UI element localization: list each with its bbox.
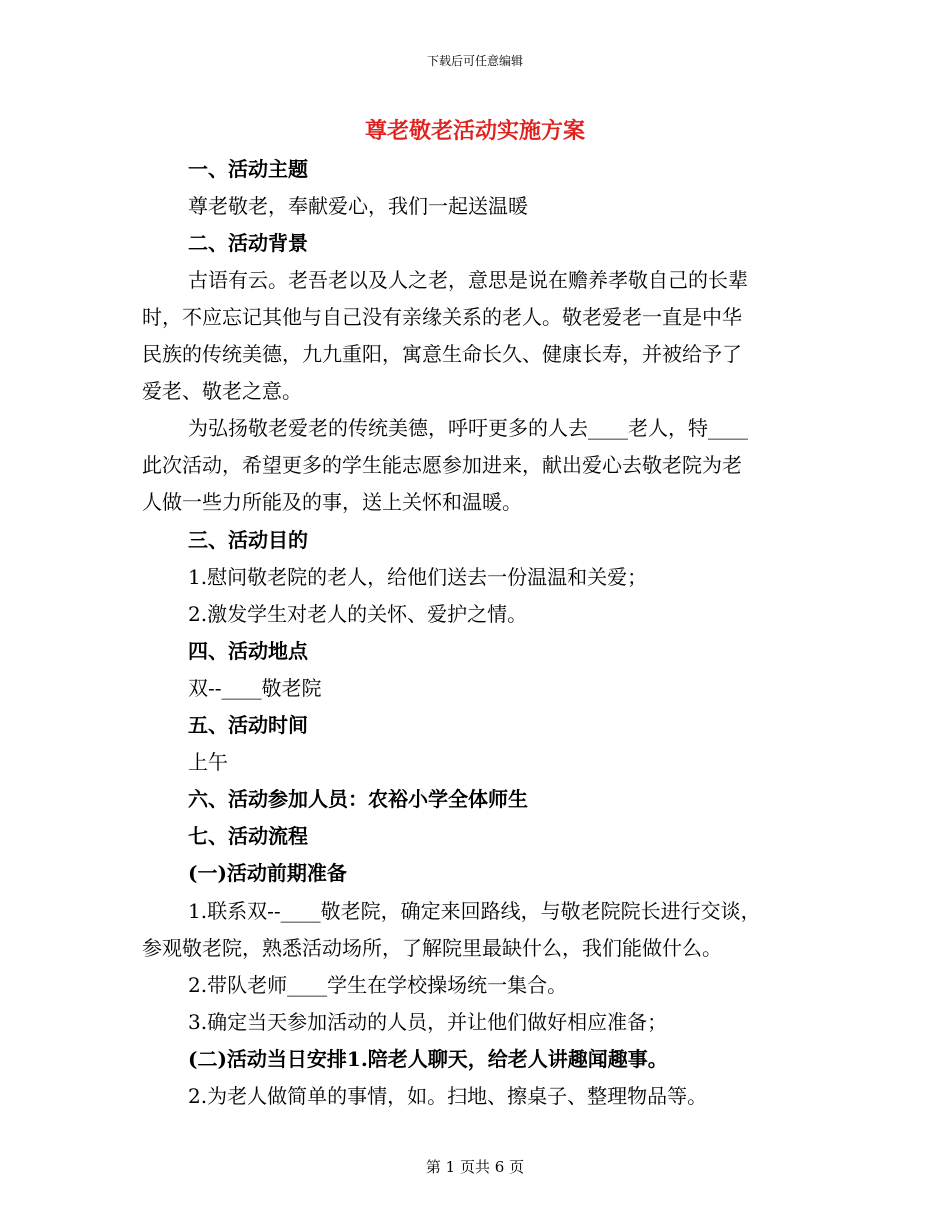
page-footer: 第 1 页共 6 页 bbox=[425, 1158, 525, 1176]
document-title: 尊老敬老活动实施方案 bbox=[364, 118, 585, 144]
body-line: 为弘扬敬老爱老的传统美德，呼吁更多的人去____老人，特____ bbox=[188, 416, 748, 440]
subsection-heading-1: (一)活动前期准备 bbox=[188, 861, 347, 885]
body-line: 2.激发学生对老人的关怀、爱护之情。 bbox=[188, 602, 528, 626]
body-line: 民族的传统美德，九九重阳，寓意生命长久、健康长寿，并被给予了 bbox=[142, 342, 742, 366]
section-heading-3: 三、活动目的 bbox=[188, 528, 308, 552]
subsection-heading-2: (二)活动当日安排1.陪老人聊天，给老人讲趣闻趣事。 bbox=[188, 1047, 668, 1071]
page-header: 下载后可任意编辑 bbox=[426, 54, 523, 68]
body-line: 1.联系双--____敬老院，确定来回路线，与敬老院院长进行交谈， bbox=[188, 899, 761, 923]
body-line: 古语有云。老吾老以及人之老，意思是说在赡养孝敬自己的长辈 bbox=[188, 268, 748, 292]
section-heading-6: 六、活动参加人员：农裕小学全体师生 bbox=[188, 787, 528, 811]
body-line: 1.慰问敬老院的老人，给他们送去一份温温和关爱； bbox=[188, 565, 648, 589]
body-line: 人做一些力所能及的事，送上关怀和温暖。 bbox=[142, 490, 522, 514]
body-line: 此次活动，希望更多的学生能志愿参加进来，献出爱心去敬老院为老 bbox=[142, 453, 742, 477]
section-heading-5: 五、活动时间 bbox=[188, 713, 308, 737]
body-line: 2.带队老师____学生在学校操场统一集合。 bbox=[188, 973, 568, 997]
body-line: 2.为老人做简单的事情，如。扫地、擦桌子、整理物品等。 bbox=[188, 1084, 708, 1108]
section-heading-1: 一、活动主题 bbox=[188, 157, 308, 181]
section-heading-4: 四、活动地点 bbox=[188, 639, 308, 663]
body-line: 双--____敬老院 bbox=[188, 676, 322, 700]
body-line: 参观敬老院，熟悉活动场所，了解院里最缺什么，我们能做什么。 bbox=[142, 936, 722, 960]
section-heading-2: 二、活动背景 bbox=[188, 231, 308, 255]
body-line: 3.确定当天参加活动的人员，并让他们做好相应准备； bbox=[188, 1010, 668, 1034]
body-line: 尊老敬老，奉献爱心，我们一起送温暖 bbox=[188, 194, 528, 218]
section-heading-7: 七、活动流程 bbox=[188, 824, 308, 848]
body-line: 时，不应忘记其他与自己没有亲缘关系的老人。敬老爱老一直是中华 bbox=[142, 305, 742, 329]
body-line: 上午 bbox=[188, 750, 228, 774]
body-line: 爱老、敬老之意。 bbox=[142, 379, 302, 403]
